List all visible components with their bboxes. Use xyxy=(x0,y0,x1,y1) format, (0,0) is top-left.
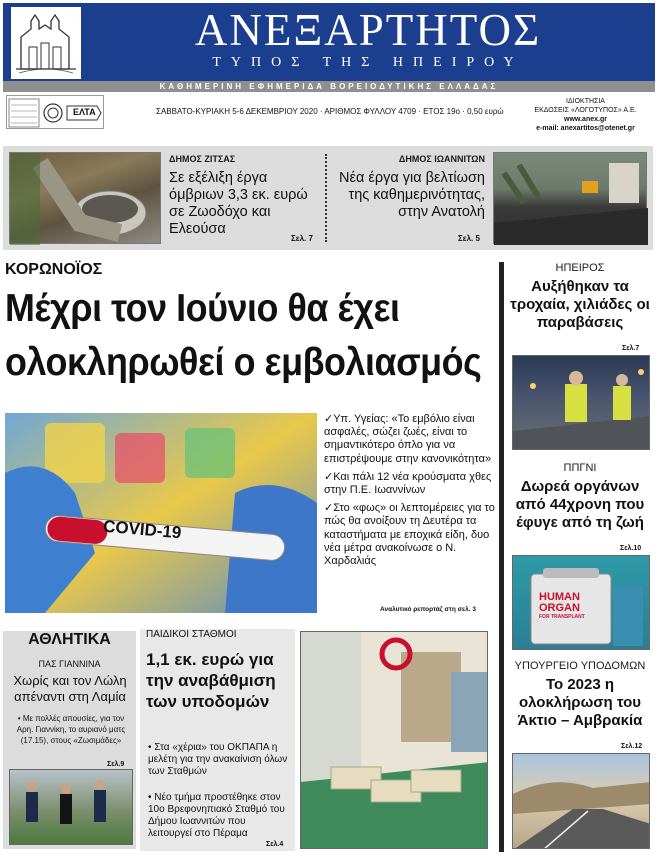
right-story-2-title: Δωρεά οργάνων από 44χρονη που έφυγε από τη ζωή xyxy=(515,478,645,531)
top-right-title[interactable]: Νέα έργα για βελτίωση της καθημερινότητας, στην Ανατολή xyxy=(339,170,485,220)
right-story-1[interactable] xyxy=(508,262,652,332)
top-left-page-ref: Σελ. 7 xyxy=(291,234,313,243)
nursery-title: 1,1 εκ. ευρώ για την αναβάθμιση των υποδομών xyxy=(146,650,276,711)
covid-label: COVID-19 xyxy=(102,516,183,543)
right-story-1-page-ref: Σελ.7 xyxy=(622,345,640,352)
info-row xyxy=(3,95,655,130)
top-right-page-ref: Σελ. 5 xyxy=(458,234,480,243)
newspaper-subtitle: ΤΥΠΟΣ ΤΗΣ ΗΠΕΙΡΟΥ xyxy=(212,55,524,70)
right-story-1-title: Αυξήθηκαν τα τροχαία, χιλιάδες οι παραβάσεις xyxy=(510,278,650,331)
top-right-kicker: ΔΗΜΟΣ ΙΩΑΝΝΙΤΩΝ xyxy=(398,154,485,164)
lead-headline-line1: Μέχρι τον Ιούνιο θα έχει xyxy=(5,287,400,330)
right-story-3[interactable] xyxy=(508,660,652,730)
lead-bullets xyxy=(324,413,496,573)
tagline: ΚΑΘΗΜΕΡΙΝΗ ΕΦΗΜΕΡΙΔΑ ΒΟΡΕΙΟΔΥΤΙΚΗΣ ΕΛΛΑΔΑΣ xyxy=(3,81,655,92)
top-teaser-strip xyxy=(3,146,653,250)
nursery-kicker: ΠΑΙΔΙΚΟΙ ΣΤΑΘΜΟΙ xyxy=(146,629,237,640)
drainage-works-photo xyxy=(9,152,161,244)
newspaper-title: ΑΝΕΞΑΡΤΗΤΟΣ xyxy=(194,5,542,55)
lead-bullet-2: ✓Και πάλι 12 νέα κρούσματα χθες στην Π.Ε. Ιωαννίνων xyxy=(324,470,492,497)
sports-section: ΑΘΛΗΤΙΚΑ xyxy=(28,631,111,648)
top-left-kicker: ΔΗΜΟΣ ΖΙΤΣΑΣ xyxy=(169,154,236,164)
ownership-info xyxy=(518,97,653,133)
nursery-bullet-1: • Στα «χέρια» του ΟΚΠΑΠΑ η μελέτη για την ανακαίνιση όλων των Σταθμών xyxy=(148,742,288,777)
newspaper-logo xyxy=(10,6,80,78)
right-story-3-kicker: ΥΠΟΥΡΓΕΙΟ ΥΠΟΔΟΜΩΝ xyxy=(514,660,646,672)
covid-vaccine-photo xyxy=(5,413,317,613)
traffic-police-photo xyxy=(512,355,650,450)
lead-bullet-1: ✓Υπ. Υγείας: «Το εμβόλιο είναι ασφαλές, σώζει ζωές, είναι το σημαντικότερο όπλο για να επιστρέψουμε στην κανονικότητα» xyxy=(324,413,492,465)
column-divider xyxy=(499,262,504,852)
lead-kicker: ΚΟΡΩΝΟΪΟΣ xyxy=(5,261,103,278)
right-story-3-page-ref: Σελ.12 xyxy=(621,743,643,750)
right-story-3-title: Το 2023 η ολοκλήρωση του Άκτιο – Αμβρακία xyxy=(517,676,643,729)
lead-headline[interactable] xyxy=(5,282,482,390)
highway-photo xyxy=(512,753,650,849)
organ-box-photo xyxy=(512,555,650,650)
elta-label: ΕΛΤΑ xyxy=(73,107,96,117)
organ-box-label: HUMAN ORGAN FOR TRANSPLANT xyxy=(539,591,585,620)
lead-headline-line2: ολοκληρωθεί ο εμβολιασμός xyxy=(5,341,482,384)
lead-detail-ref: Αναλυτικό ρεπορτάζ στη σελ. 3 xyxy=(380,606,476,613)
strip-divider xyxy=(325,154,327,242)
website-link[interactable]: www.anex.gr xyxy=(564,116,607,123)
right-story-2-page-ref: Σελ.10 xyxy=(620,545,642,552)
top-left-title[interactable]: Σε εξέλιξη έργα όμβριων 3,3 εκ. ευρώ σε Ζωοδόχο και Ελεούσα xyxy=(169,170,308,237)
right-story-2-kicker: ΠΠΓΝΙ xyxy=(563,462,597,474)
sports-title: Χωρίς και τον Λώλη απέναντι στη Λαμία xyxy=(13,673,127,704)
road-works-photo xyxy=(493,152,647,244)
football-training-photo xyxy=(9,769,133,845)
sports-kicker: ΠΑΣ ΓΙΑΝΝΙΝΑ xyxy=(38,659,101,669)
nursery-page-ref: Σελ.4 xyxy=(266,841,284,848)
nursery-room-photo xyxy=(300,631,488,849)
nursery-story[interactable] xyxy=(140,629,295,851)
right-story-1-kicker: ΗΠΕΙΡΟΣ xyxy=(555,262,605,274)
sports-box[interactable] xyxy=(3,631,136,849)
email-link[interactable]: e-mail: anexartitos@otenet.gr xyxy=(536,125,635,132)
sports-bullet: • Με πολλές απουσίες, για τον Αρη. Γιαννίκη, το αυριανό ματς (17.15), στους «Ζωσιμάδες» xyxy=(16,714,126,745)
sports-page-ref: Σελ.9 xyxy=(107,761,125,768)
owner-name: ΕΚΔΟΣΕΙΣ «ΛΟΓΟΤΥΠΟΣ» Α.Ε. xyxy=(534,107,637,114)
masthead xyxy=(3,3,655,81)
right-story-2[interactable] xyxy=(508,462,652,532)
lead-bullet-3: ✓Στο «φως» οι λεπτομέρειες για το πώς θα ανοίξουν τη Δευτέρα τα καταστήματα με εποχικά είδη, δυο νέα μέτρα ανακοίνωσε ο Ν. Χαρδαλιάς xyxy=(324,502,495,568)
owner-label: ΙΔΙΟΚΤΗΣΙΑ xyxy=(566,98,605,105)
issue-line: ΣΑΒΒΑΤΟ-ΚΥΡΙΑΚΗ 5-6 ΔΕΚΕΜΒΡΙΟΥ 2020 · ΑΡΙΘΜΟΣ ΦΥΛΛΟΥ 4709 · ΕΤΟΣ 19ο · 0,50 ευρώ xyxy=(156,107,504,116)
nursery-bullet-2: • Νέο τμήμα προστέθηκε στον 10ο Βρεφονηπιακό Σταθμό του Δήμου Ιωαννιτών που λειτουργεί στο Πέραμα xyxy=(148,792,285,839)
postage-box xyxy=(6,95,104,129)
